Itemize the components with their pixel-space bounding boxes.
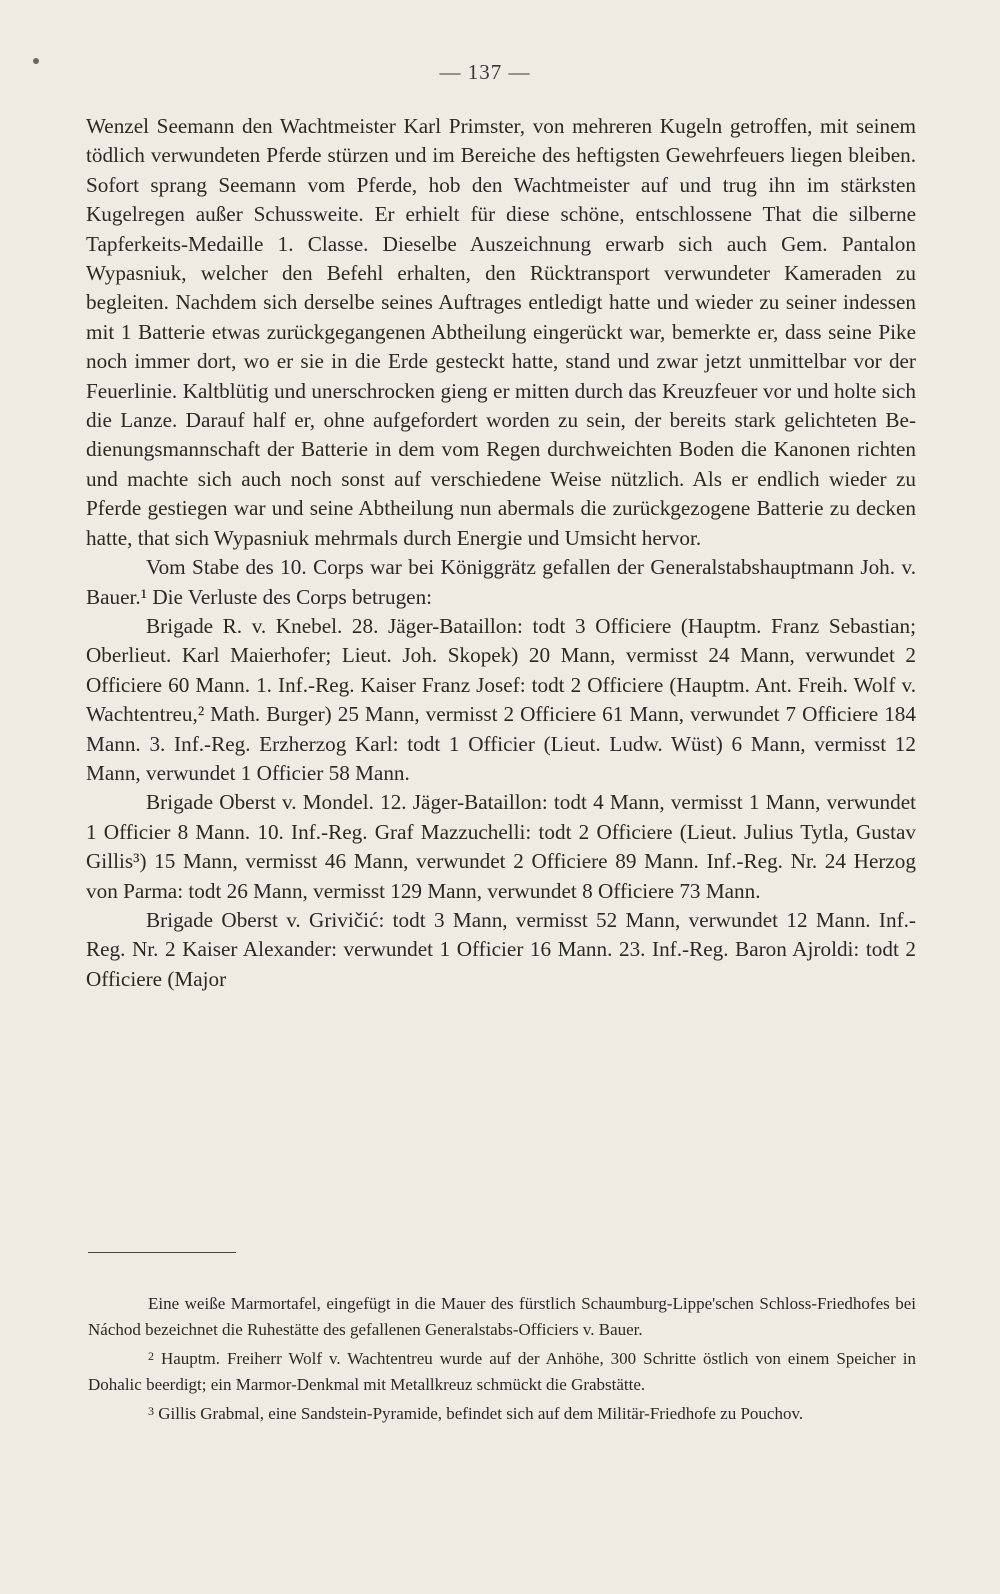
main-text bbox=[86, 112, 916, 994]
paragraph-1: Wenzel Seemann den Wachtmeister Karl Primster, von mehreren Kugeln getroffen, mit seinem tödlich verwundeten Pferde stürzen und im Bereiche des heftigsten Gewehrfeuers liegen bleiben. Sofort sprang Seemann vom Pferde, hob den Wachtmeister auf und trug ihn im stärksten Kugelregen außer Schussweite. Er erhielt für diese schöne, entschlossene That die silberne Tapferkeits-Medaille 1. Classe. Dieselbe Auszeichnung erwarb sich auch Gem. Pantalon Wypasniuk, welcher den Befehl erhalten, den Rücktransport verwundeter Kameraden zu begleiten. Nachdem sich derselbe seines Auftrages entledigt hatte und wieder zu seiner indessen mit 1 Batterie etwas zurückgegangenen Abtheilung eingerückt war, bemerkte er, dass seine Pike noch immer dort, wo er sie in die Erde gesteckt hatte, stand und zwar jetzt unmittelbar vor der Feuerlinie. Kaltblütig und unerschrocken gieng er mitten durch das Kreuzfeuer vor und holte sich die Lanze. Darauf half er, ohne aufgefordert worden zu sein, der bereits stark gelichteten Bedienungsmannschaft der Batterie in dem vom Regen durchweichten Boden die Kanonen richten und machte sich auch noch sonst auf verschiedene Weise nützlich. Als er endlich wieder zu Pferde gestiegen war und seine Abtheilung nun abermals die zurückgezogene Batterie zu decken hatte, that sich Wypasniuk mehrmals durch Energie und Umsicht hervor. bbox=[86, 114, 916, 550]
page-number: — 137 — bbox=[439, 60, 531, 84]
paragraph-2: Vom Stabe des 10. Corps war bei Königgrätz gefallen der Generalstabshauptmann Joh. v. Bauer.¹ Die Verluste des Corps betrugen: bbox=[86, 555, 916, 609]
footnote-mark: 3 bbox=[148, 1404, 154, 1418]
footnote-1 bbox=[88, 1288, 916, 1343]
paragraph-5: Brigade Oberst v. Grivičić: todt 3 Mann, vermisst 52 Mann, verwundet 12 Mann. Inf.-Reg. Nr. 2 Kaiser Alexander: verwundet 1 Officier 16 Mann. 23. Inf.-Reg. Baron Ajroldi: todt 2 Officiere (Major bbox=[86, 907, 916, 991]
footnote-text: Gillis Grabmal, eine Sandstein-Pyramide, befindet sich auf dem Militär-Friedhofe zu Pouchov. bbox=[158, 1404, 804, 1423]
footnote-3 bbox=[88, 1398, 916, 1427]
footnote-divider bbox=[88, 1252, 236, 1253]
paragraph-3: Brigade R. v. Knebel. 28. Jäger-Bataillon: todt 3 Officiere (Hauptm. Franz Sebastian; Oberlieut. Karl Maierhofer; Lieut. Joh. Skopek) 20 Mann, vermisst 24 Mann, verwundet 2 Officiere 60 Mann. 1. Inf.-Reg. Kaiser Franz Josef: todt 2 Officiere (Hauptm. Ant. Freih. Wolf v. Wachtentreu,² Math. Burger) 25 Mann, vermisst 2 Officiere 61 Mann, verwundet 7 Officiere 184 Mann. 3. Inf.-Reg. Erzherzog Karl: todt 1 Officier (Lieut. Ludw. Wüst) 6 Mann, vermisst 12 Mann, verwundet 1 Officier 58 Mann. bbox=[86, 613, 916, 785]
paragraph-4: Brigade Oberst v. Mondel. 12. Jäger-Bataillon: todt 4 Mann, vermisst 1 Mann, verwundet 1 Officier 8 Mann. 10. Inf.-Reg. Graf Mazzuchelli: todt 2 Officiere (Lieut. Julius Tytla, Gustav Gillis³) 15 Mann, vermisst 46 Mann, verwundet 2 Officiere 89 Mann. Inf.-Reg. Nr. 24 Herzog von Parma: todt 26 Mann, vermisst 129 Mann, verwundet 8 Officiere 73 Mann. bbox=[86, 790, 916, 903]
footnote-text: Hauptm. Freiherr Wolf v. Wachtentreu wurde auf der Anhöhe, 300 Schritte östlich von einem Speicher in Dohalic beerdigt; ein Marmor-Denkmal mit Metallkreuz schmückt die Grabstätte. bbox=[88, 1349, 916, 1394]
footnote-text: Eine weiße Marmortafel, eingefügt in die Mauer des fürstlich Schaumburg-Lippe'schen Schloss-Friedhofes bei Náchod bezeichnet die Ruhestätte des gefallenen Generalstabs-Officiers v. Bauer. bbox=[88, 1294, 916, 1339]
footnote-mark: 2 bbox=[148, 1349, 154, 1363]
footnotes bbox=[88, 1288, 916, 1427]
footnote-2 bbox=[88, 1343, 916, 1398]
